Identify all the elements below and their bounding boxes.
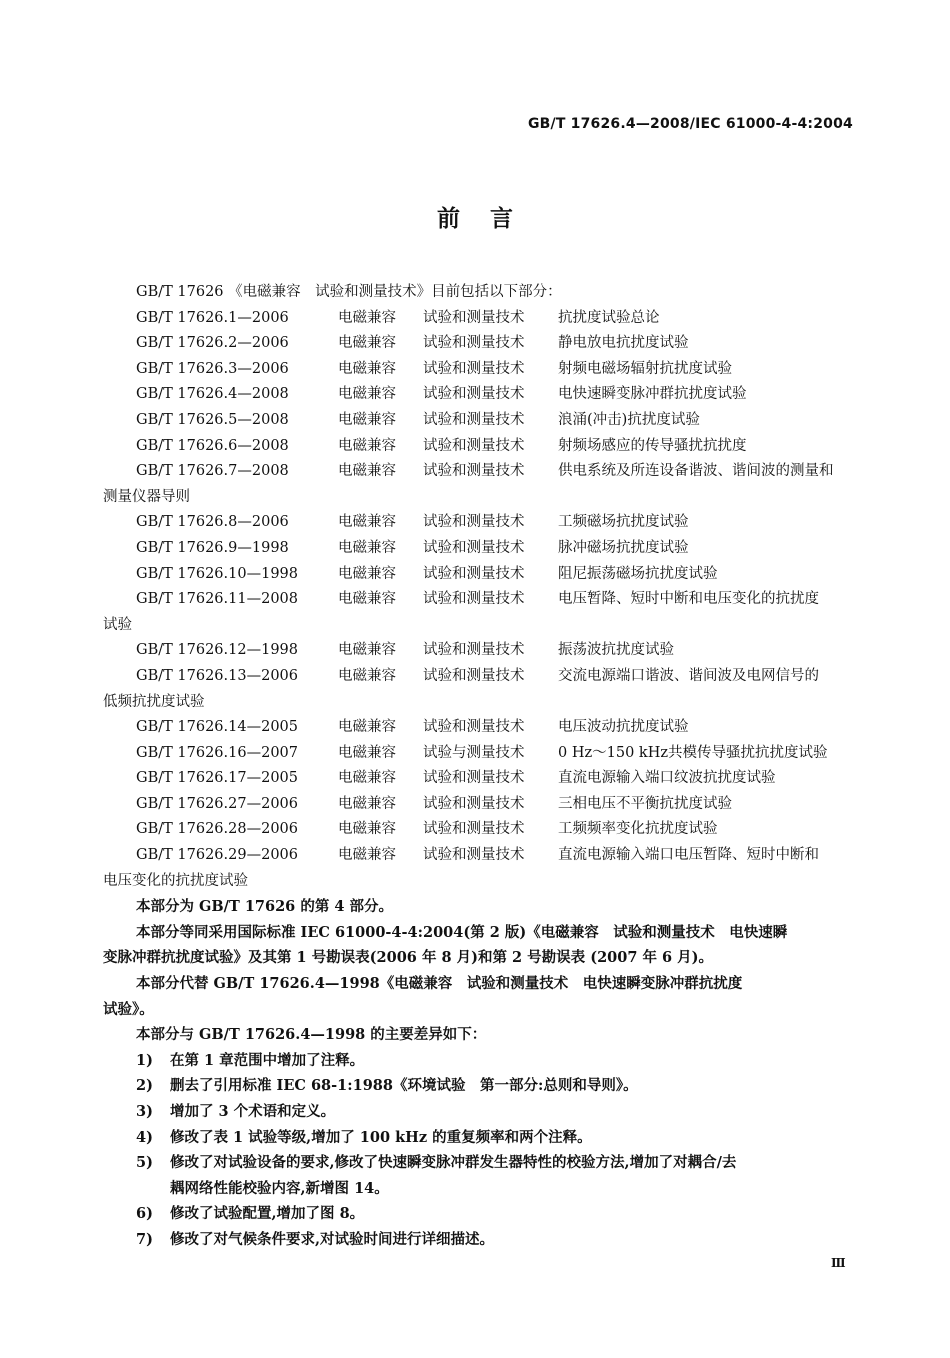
part-category: 试验和测量技术 <box>423 335 525 352</box>
part-row <box>103 434 851 460</box>
part-category: 试验与测量技术 <box>423 744 525 761</box>
part-category: 试验和测量技术 <box>423 770 525 787</box>
change-text: 修改了表 1 试验等级,增加了 100 kHz 的重复频率和两个注释。 <box>170 1128 592 1146</box>
part-field: 电磁兼容 <box>338 744 396 761</box>
part-title: 浪涌(冲击)抗扰度试验 <box>558 411 700 428</box>
part-title: 工频频率变化抗扰度试验 <box>558 821 718 838</box>
part-title: 供电系统及所连设备谐波、谐间波的测量和 <box>558 463 834 480</box>
part-code: GB/T 17626.8—2006 <box>136 514 289 531</box>
change-item <box>103 1048 851 1074</box>
part-title: 0 Hz～150 kHz共模传导骚扰抗扰度试验 <box>558 744 828 761</box>
part-title-continuation: 低频抗扰度试验 <box>103 693 205 710</box>
part-row <box>103 306 851 332</box>
part-field: 电磁兼容 <box>338 411 396 428</box>
part-title: 射频场感应的传导骚扰抗扰度 <box>558 437 747 454</box>
part-row <box>103 792 851 818</box>
change-number: 3) <box>136 1103 153 1120</box>
part-row <box>103 408 851 434</box>
part-code: GB/T 17626.6—2008 <box>136 437 289 454</box>
part-row <box>103 843 851 869</box>
part-code: GB/T 17626.14—2005 <box>136 719 298 736</box>
part-category: 试验和测量技术 <box>423 591 525 608</box>
part-row <box>103 331 851 357</box>
change-text: 增加了 3 个术语和定义。 <box>170 1103 336 1120</box>
part-row <box>103 510 851 536</box>
part-title: 抗扰度试验总论 <box>558 309 660 326</box>
part-row <box>103 664 851 690</box>
change-number: 2) <box>136 1077 153 1095</box>
document-body <box>103 280 851 1253</box>
part-category: 试验和测量技术 <box>423 411 525 428</box>
part-code: GB/T 17626.2—2006 <box>136 335 289 352</box>
part-category: 试验和测量技术 <box>423 360 525 377</box>
part-category: 试验和测量技术 <box>423 309 525 326</box>
part-title: 直流电源输入端口纹波抗扰度试验 <box>558 770 776 787</box>
change-item <box>103 1201 851 1227</box>
change-number: 4) <box>136 1128 153 1146</box>
change-item <box>103 1099 851 1125</box>
part-title-continuation: 试验 <box>103 616 132 633</box>
part-category: 试验和测量技术 <box>423 642 525 659</box>
part-field: 电磁兼容 <box>338 642 396 659</box>
change-number: 1) <box>136 1051 153 1069</box>
part-title: 脉冲磁场抗扰度试验 <box>558 539 689 556</box>
change-text: 修改了对气候条件要求,对试验时间进行详细描述。 <box>170 1230 495 1248</box>
part-category: 试验和测量技术 <box>423 463 525 480</box>
part-field: 电磁兼容 <box>338 847 396 864</box>
part-row <box>103 357 851 383</box>
part-title-continuation: 测量仪器导则 <box>103 488 190 505</box>
part-category: 试验和测量技术 <box>423 847 525 864</box>
part-field: 电磁兼容 <box>338 360 396 377</box>
part-field: 电磁兼容 <box>338 463 396 480</box>
part-code: GB/T 17626.10—1998 <box>136 565 298 582</box>
part-title: 电压暂降、短时中断和电压变化的抗扰度 <box>558 591 819 608</box>
parts-list <box>103 306 851 895</box>
part-code: GB/T 17626.7—2008 <box>136 463 289 480</box>
part-of-paragraph: 本部分为 GB/T 17626 的第 4 部分。 <box>136 898 393 916</box>
change-text: 在第 1 章范围中增加了注释。 <box>170 1051 365 1069</box>
part-code: GB/T 17626.12—1998 <box>136 642 298 659</box>
part-field: 电磁兼容 <box>338 770 396 787</box>
standard-code-header: GB/T 17626.4—2008/IEC 61000-4-4:2004 <box>527 116 853 132</box>
part-title: 三相电压不平衡抗扰度试验 <box>558 795 732 812</box>
part-row <box>103 587 851 613</box>
page-number: Ⅲ <box>831 1256 846 1270</box>
part-field: 电磁兼容 <box>338 719 396 736</box>
part-title: 交流电源端口谐波、谐间波及电网信号的 <box>558 667 819 684</box>
part-field: 电磁兼容 <box>338 514 396 531</box>
part-title: 射频电磁场辐射抗扰度试验 <box>558 360 732 377</box>
part-code: GB/T 17626.27—2006 <box>136 795 298 812</box>
equivalence-paragraph-line-1: 本部分等同采用国际标准 IEC 61000-4-4:2004(第 2 版)《电磁兼容 试验和测量技术 电快速瞬 <box>136 923 788 941</box>
part-code: GB/T 17626.29—2006 <box>136 847 298 864</box>
part-category: 试验和测量技术 <box>423 539 525 556</box>
part-category: 试验和测量技术 <box>423 514 525 531</box>
part-category: 试验和测量技术 <box>423 821 525 838</box>
change-text-continuation: 耦网络性能校验内容,新增图 14。 <box>170 1179 389 1197</box>
change-text: 删去了引用标准 IEC 68-1:1988《环境试验 第一部分:总则和导则》。 <box>170 1077 638 1095</box>
part-field: 电磁兼容 <box>338 795 396 812</box>
part-code: GB/T 17626.5—2008 <box>136 411 289 428</box>
part-code: GB/T 17626.16—2007 <box>136 744 298 761</box>
part-title: 电压波动抗扰度试验 <box>558 719 689 736</box>
change-item <box>103 1150 851 1176</box>
change-text: 修改了试验配置,增加了图 8。 <box>170 1205 365 1223</box>
part-field: 电磁兼容 <box>338 539 396 556</box>
change-item <box>103 1125 851 1151</box>
intro-line: GB/T 17626 《电磁兼容 试验和测量技术》目前包括以下部分： <box>136 284 562 300</box>
part-code: GB/T 17626.28—2006 <box>136 821 298 838</box>
change-number: 7) <box>136 1230 153 1248</box>
replacement-paragraph-line-1: 本部分代替 GB/T 17626.4—1998《电磁兼容 试验和测量技术 电快速瞬变脉冲群抗扰度 <box>136 975 743 993</box>
part-field: 电磁兼容 <box>338 335 396 352</box>
part-category: 试验和测量技术 <box>423 565 525 582</box>
part-title-continuation: 电压变化的抗扰度试验 <box>103 872 248 889</box>
part-row <box>103 459 851 485</box>
equivalence-paragraph-line-2: 变脉冲群抗扰度试验》及其第 1 号勘误表(2006 年 8 月)和第 2 号勘误表 (2007 年 6 月)。 <box>103 949 714 967</box>
differences-intro: 本部分与 GB/T 17626.4—1998 的主要差异如下： <box>136 1026 487 1044</box>
part-category: 试验和测量技术 <box>423 386 525 403</box>
part-row <box>103 741 851 767</box>
part-row <box>103 382 851 408</box>
part-row <box>103 536 851 562</box>
part-code: GB/T 17626.3—2006 <box>136 360 289 377</box>
change-text: 修改了对试验设备的要求,修改了快速瞬变脉冲群发生器特性的校验方法,增加了对耦合/去 <box>170 1154 737 1172</box>
part-field: 电磁兼容 <box>338 437 396 454</box>
change-item <box>103 1073 851 1099</box>
part-row <box>103 715 851 741</box>
part-title: 静电放电抗扰度试验 <box>558 335 689 352</box>
part-code: GB/T 17626.9—1998 <box>136 539 289 556</box>
part-code: GB/T 17626.4—2008 <box>136 386 289 403</box>
part-code: GB/T 17626.17—2005 <box>136 770 298 787</box>
part-category: 试验和测量技术 <box>423 667 525 684</box>
part-category: 试验和测量技术 <box>423 437 525 454</box>
part-title: 电快速瞬变脉冲群抗扰度试验 <box>558 386 747 403</box>
part-field: 电磁兼容 <box>338 565 396 582</box>
part-field: 电磁兼容 <box>338 386 396 403</box>
part-field: 电磁兼容 <box>338 821 396 838</box>
part-category: 试验和测量技术 <box>423 719 525 736</box>
part-row <box>103 766 851 792</box>
part-field: 电磁兼容 <box>338 591 396 608</box>
part-category: 试验和测量技术 <box>423 795 525 812</box>
part-field: 电磁兼容 <box>338 667 396 684</box>
replacement-paragraph-line-2: 试验》。 <box>103 1000 154 1018</box>
part-title: 阻尼振荡磁场抗扰度试验 <box>558 565 718 582</box>
part-code: GB/T 17626.11—2008 <box>136 591 298 608</box>
change-item <box>103 1227 851 1253</box>
part-code: GB/T 17626.1—2006 <box>136 309 289 326</box>
part-title: 振荡波抗扰度试验 <box>558 642 674 659</box>
part-row <box>103 817 851 843</box>
part-title: 工频磁场抗扰度试验 <box>558 514 689 531</box>
changes-list <box>103 1048 851 1253</box>
change-number: 6) <box>136 1205 153 1223</box>
part-row <box>103 638 851 664</box>
change-number: 5) <box>136 1154 153 1172</box>
part-row <box>103 562 851 588</box>
page-title: 前言 <box>437 206 543 232</box>
part-field: 电磁兼容 <box>338 309 396 326</box>
part-code: GB/T 17626.13—2006 <box>136 667 298 684</box>
part-title: 直流电源输入端口电压暂降、短时中断和 <box>558 847 819 864</box>
